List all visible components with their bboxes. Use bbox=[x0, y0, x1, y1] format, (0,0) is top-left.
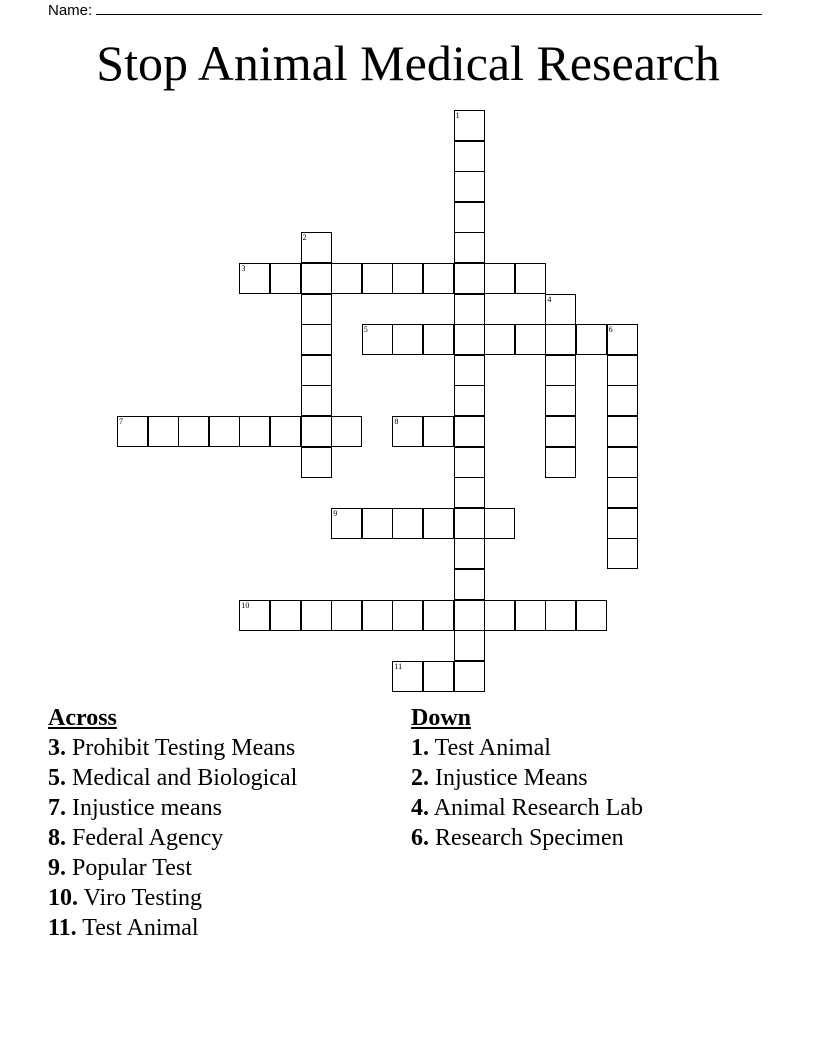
down-clues bbox=[411, 703, 643, 853]
puzzle-title: Stop Animal Medical Research bbox=[96, 35, 720, 91]
grid-cell[interactable] bbox=[607, 385, 638, 416]
grid-cell[interactable] bbox=[454, 110, 485, 141]
clue-text: Injustice Means bbox=[435, 765, 588, 791]
clue-number-label: 2. bbox=[411, 765, 429, 791]
grid-cell[interactable] bbox=[331, 416, 362, 447]
grid-cell[interactable] bbox=[607, 324, 638, 355]
grid-cell[interactable] bbox=[362, 263, 393, 294]
grid-cell[interactable] bbox=[392, 324, 423, 355]
grid-cell[interactable] bbox=[270, 416, 301, 447]
grid-cell[interactable] bbox=[545, 447, 576, 478]
grid-cell[interactable] bbox=[454, 447, 485, 478]
grid-cell[interactable] bbox=[209, 416, 240, 447]
grid-cell[interactable] bbox=[454, 538, 485, 569]
grid-cell[interactable] bbox=[515, 600, 546, 631]
grid-cell[interactable] bbox=[607, 447, 638, 478]
grid-cell[interactable] bbox=[239, 416, 270, 447]
clue-number-label: 3. bbox=[48, 735, 66, 761]
across-clues bbox=[48, 703, 297, 943]
down-clue-list bbox=[411, 733, 643, 853]
grid-cell[interactable] bbox=[117, 416, 148, 447]
grid-cell[interactable] bbox=[454, 385, 485, 416]
down-clue bbox=[411, 823, 643, 853]
grid-cell[interactable] bbox=[392, 600, 423, 631]
clue-text: Test Animal bbox=[434, 735, 551, 761]
grid-cell[interactable] bbox=[301, 447, 332, 478]
clue-number-label: 4. bbox=[411, 795, 429, 821]
grid-cell[interactable] bbox=[423, 600, 454, 631]
grid-cell[interactable] bbox=[484, 263, 515, 294]
grid-cell[interactable] bbox=[301, 355, 332, 386]
grid-cell[interactable] bbox=[301, 294, 332, 325]
grid-cell[interactable] bbox=[454, 232, 485, 263]
down-heading: Down bbox=[411, 705, 472, 731]
grid-cell[interactable] bbox=[301, 416, 332, 447]
grid-cell[interactable] bbox=[607, 508, 638, 539]
clue-text: Research Specimen bbox=[435, 825, 624, 851]
clue-number: 9 bbox=[333, 508, 338, 518]
grid-cell[interactable] bbox=[576, 324, 607, 355]
grid-cell[interactable] bbox=[545, 600, 576, 631]
grid-cell[interactable] bbox=[423, 263, 454, 294]
clue-number: 11 bbox=[394, 661, 403, 671]
clue-number-label: 8. bbox=[48, 825, 66, 851]
down-clue bbox=[411, 793, 643, 823]
grid-cell[interactable] bbox=[362, 508, 393, 539]
across-clue bbox=[48, 733, 297, 763]
clue-number: 1 bbox=[455, 111, 460, 120]
grid-cell[interactable] bbox=[515, 324, 546, 355]
across-clue-list bbox=[48, 733, 297, 943]
grid-cell[interactable] bbox=[148, 416, 179, 447]
grid-cell[interactable] bbox=[545, 385, 576, 416]
grid-cell[interactable] bbox=[454, 171, 485, 202]
grid-cell[interactable] bbox=[423, 661, 454, 692]
grid-cell[interactable] bbox=[545, 355, 576, 386]
clue-number-label: 9. bbox=[48, 855, 66, 881]
grid-cell[interactable] bbox=[454, 569, 485, 600]
grid-cell[interactable] bbox=[576, 600, 607, 631]
down-clue bbox=[411, 733, 643, 763]
grid-cell[interactable] bbox=[301, 324, 332, 355]
clue-number: 2 bbox=[302, 233, 307, 243]
clue-number: 4 bbox=[547, 294, 552, 304]
grid-cell[interactable] bbox=[423, 416, 454, 447]
clue-number-label: 5. bbox=[48, 765, 66, 791]
clue-number-label: 6. bbox=[411, 825, 429, 851]
grid-cell[interactable] bbox=[270, 600, 301, 631]
grid-cell[interactable] bbox=[607, 538, 638, 569]
grid-cell[interactable] bbox=[454, 263, 485, 294]
grid-cell[interactable] bbox=[423, 324, 454, 355]
clue-number-label: 1. bbox=[411, 735, 429, 761]
grid-cell[interactable] bbox=[331, 600, 362, 631]
grid-cell[interactable] bbox=[178, 416, 209, 447]
grid-cell[interactable] bbox=[423, 508, 454, 539]
grid-cell[interactable] bbox=[392, 416, 423, 447]
clue-number: 10 bbox=[241, 600, 250, 610]
clue-text: Viro Testing bbox=[83, 885, 203, 911]
across-clue bbox=[48, 763, 297, 793]
grid-cell[interactable] bbox=[454, 416, 485, 447]
grid-cell[interactable] bbox=[239, 600, 270, 631]
grid-cell[interactable] bbox=[362, 324, 393, 355]
grid-cell[interactable] bbox=[454, 630, 485, 661]
clue-number: 7 bbox=[119, 417, 123, 426]
grid-cell[interactable] bbox=[392, 263, 423, 294]
grid-cell[interactable] bbox=[454, 141, 485, 172]
grid-cell[interactable] bbox=[454, 508, 485, 539]
grid-cell[interactable] bbox=[362, 600, 393, 631]
clue-text: Prohibit Testing Means bbox=[72, 735, 296, 761]
grid-cell[interactable] bbox=[515, 263, 546, 294]
clue-number: 6 bbox=[608, 325, 613, 335]
clue-number: 8 bbox=[394, 417, 399, 426]
grid-cell[interactable] bbox=[545, 324, 576, 355]
grid-cell[interactable] bbox=[301, 385, 332, 416]
grid-cell[interactable] bbox=[484, 508, 515, 539]
grid-cell[interactable] bbox=[607, 416, 638, 447]
across-heading: Across bbox=[48, 705, 117, 731]
grid-cell[interactable] bbox=[454, 324, 485, 355]
grid-cell[interactable] bbox=[301, 263, 332, 294]
across-clue bbox=[48, 823, 297, 853]
clue-text: Medical and Biological bbox=[72, 765, 298, 791]
grid-cell[interactable] bbox=[607, 355, 638, 386]
grid-cell[interactable] bbox=[454, 202, 485, 233]
clue-text: Popular Test bbox=[72, 855, 192, 881]
clue-text: Federal Agency bbox=[72, 825, 224, 851]
clue-number: 5 bbox=[363, 325, 368, 335]
across-clue bbox=[48, 913, 297, 943]
grid-cell[interactable] bbox=[239, 263, 270, 294]
across-clue bbox=[48, 883, 297, 913]
grid-cell[interactable] bbox=[454, 355, 485, 386]
grid-cell[interactable] bbox=[331, 508, 362, 539]
grid-cell[interactable] bbox=[454, 477, 485, 508]
grid-cell[interactable] bbox=[301, 232, 332, 263]
grid-cell[interactable] bbox=[484, 600, 515, 631]
clue-text: Injustice means bbox=[72, 795, 222, 821]
grid-cell[interactable] bbox=[484, 324, 515, 355]
clue-number: 3 bbox=[241, 264, 246, 273]
grid-cell[interactable] bbox=[454, 294, 485, 325]
grid-cell[interactable] bbox=[454, 661, 485, 692]
name-label: Name: bbox=[48, 2, 93, 19]
clue-text: Test Animal bbox=[82, 915, 199, 941]
grid-cell[interactable] bbox=[270, 263, 301, 294]
clue-text: Animal Research Lab bbox=[433, 795, 643, 821]
grid-cell[interactable] bbox=[331, 263, 362, 294]
grid-cell[interactable] bbox=[607, 477, 638, 508]
grid-cell[interactable] bbox=[392, 508, 423, 539]
clue-number-label: 11. bbox=[48, 915, 77, 941]
down-clue bbox=[411, 763, 643, 793]
across-clue bbox=[48, 853, 297, 883]
across-clue bbox=[48, 793, 297, 823]
grid-cell[interactable] bbox=[301, 600, 332, 631]
grid-cell[interactable] bbox=[545, 416, 576, 447]
clue-number-label: 10. bbox=[48, 885, 78, 911]
grid-cell[interactable] bbox=[454, 600, 485, 631]
grid-cell[interactable] bbox=[545, 294, 576, 325]
grid-cell[interactable] bbox=[392, 661, 423, 692]
clue-number-label: 7. bbox=[48, 795, 66, 821]
